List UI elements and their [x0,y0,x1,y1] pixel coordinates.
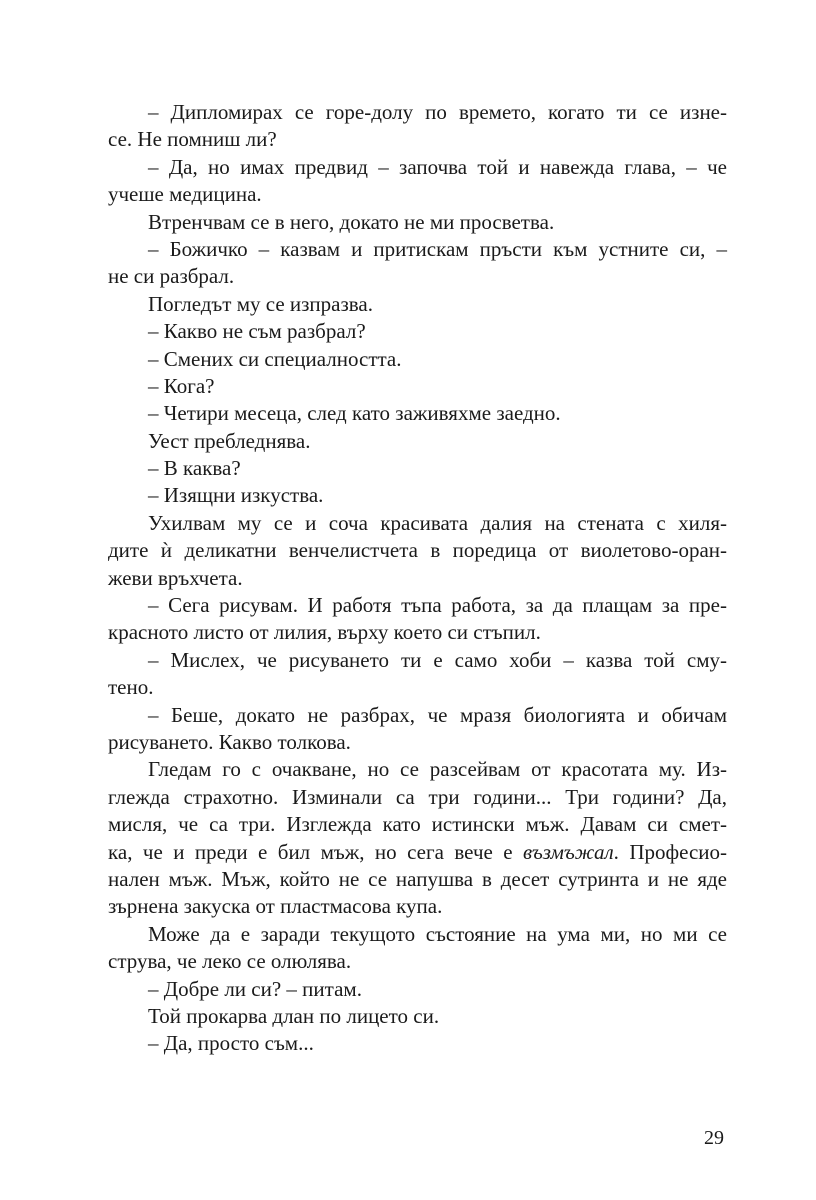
text-line: – Изящни изкуства. [148,483,324,508]
text-line: – Мислех, че рисуването ти е само хоби – казва той сму- [148,647,727,672]
text-line: глежда страхотно. Изминали са три години... Три години? Да, [108,784,727,809]
text-line: – Дипломирах се горе-долу по времето, когато ти се изне- [148,100,727,124]
text-line: – Божичко – казвам и притискам пръсти към устните си, – [148,236,727,261]
text-line: – Смених си специалността. [148,346,402,371]
text-line: – Да, но имах предвид – започва той и навежда глава, – че [148,154,727,179]
text-line: ка, че и преди е бил мъж, но сега вече е възмъжал. Професио- [108,839,728,864]
text-line: – Добре ли си? – питам. [148,976,362,1001]
text-line: – Беше, докато не разбрах, че мразя биологията и обичам [148,702,727,727]
text-line: – Кога? [148,373,215,398]
page-number: 29 [704,1127,724,1149]
text-line: нален мъж. Мъж, който не се напушва в десет сутринта и не яде [108,866,727,891]
text-line: рисуването. Какво толкова. [108,729,351,754]
text-line: – Какво не съм разбрал? [148,319,366,344]
text-line: тено. [108,675,154,700]
text-line: – Сега рисувам. И работя тъпа работа, за да плащам за пре- [148,593,727,618]
text-line: – Да, просто съм... [148,1031,314,1056]
text-line: зърнена закуска от пластмасова купа. [108,894,443,919]
text-line: Той прокарва длан по лицето си. [148,1003,440,1028]
emphasis: възмъжал [523,839,614,864]
text-line: учеше медицина. [108,182,262,207]
text-line: Втренчвам се в него, докато не ми просветва. [148,209,555,234]
text-line: Гледам го с очакване, но се разсейвам от красотата му. Из- [148,757,727,782]
text-line: – В каква? [148,456,241,481]
text-line: жеви връхчета. [108,565,243,590]
text-line: не си разбрал. [108,264,235,289]
text-line: Уест пребледнява. [148,428,311,453]
text-line: струва, че леко се олюлява. [108,949,352,974]
text-line: се. Не помниш ли? [108,127,277,152]
text-line: мисля, че са три. Изглежда като истински мъж. Давам си смет- [108,812,727,837]
text-line: Може да е заради текущото състояние на ума ми, но ми се [148,921,727,946]
text-line: дите ѝ деликатни венчелистчета в поредица от виолетово-оран- [108,538,727,563]
text-line: Ухилвам му се и соча красивата далия на стената с хиля- [148,510,727,535]
text-line: – Четири месеца, след като заживяхме заедно. [148,401,561,426]
text-line: Погледът му се изпразва. [148,291,373,316]
page-text [108,99,727,1058]
text-line: красното листо от лилия, върху което си стъпил. [108,620,541,645]
